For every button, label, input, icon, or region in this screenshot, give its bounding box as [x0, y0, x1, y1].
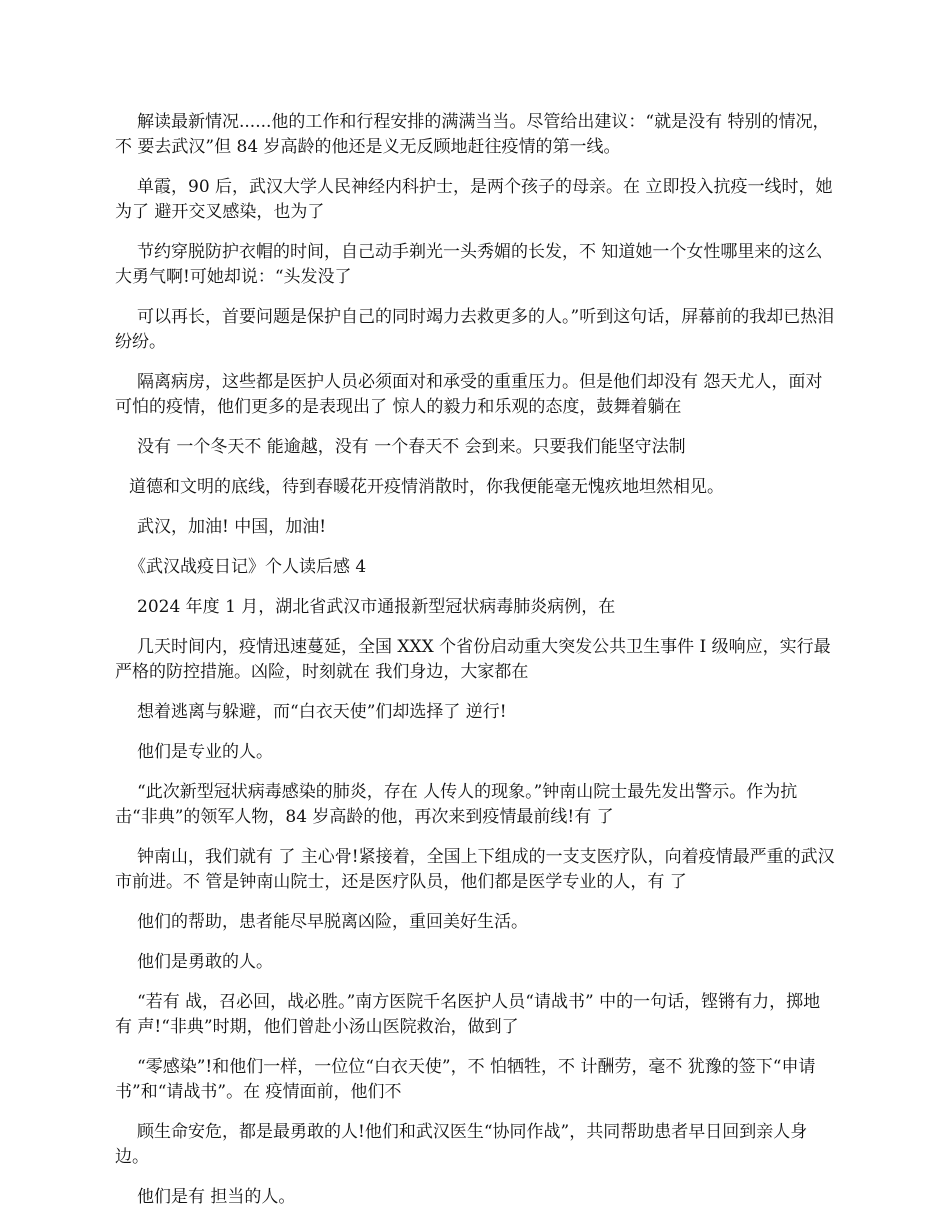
- paragraph: 隔离病房，这些都是医护人员必须面对和承受的重重压力。但是他们却没有 怨天尤人，面对可怕的疫情，他们更多的是表现出了 惊人的毅力和乐观的态度，鼓舞着躺在: [115, 372, 823, 417]
- paragraph: 可以再长，首要问题是保护自己的同时竭力去救更多的人。”听到这句话，屏幕前的我却已热泪纷纷。: [115, 307, 835, 352]
- paragraph: 顾生命安危，都是最勇敢的人!他们和武汉医生“协同作战”，共同帮助患者早日回到亲人身边。: [115, 1122, 808, 1167]
- paragraph: 他们的帮助，患者能尽早脱离凶险，重回美好生活。: [137, 912, 528, 932]
- paragraph: 想着逃离与躲避，而“白衣天使”们却选择了 逆行!: [137, 702, 507, 722]
- paragraph: “若有 战，召必回，战必胜。”南方医院千名医护人员“请战书” 中的一句话，铿锵有力，掷地有 声!“非典”时期，他们曾赴小汤山医院救治，做到了: [115, 992, 821, 1037]
- paragraph: “此次新型冠状病毒感染的肺炎，存在 人传人的现象。”钟南山院士最先发出警示。作为抗击“非典”的领军人物，84 岁高龄的他，再次来到疫情最前线!有 了: [115, 782, 798, 827]
- paragraph: 几天时间内，疫情迅速蔓延，全国 XXX 个省份启动重大突发公共卫生事件 I 级响应，实行最严格的防控措施。凶险，时刻就在 我们身边，大家都在: [115, 637, 831, 682]
- paragraph: 解读最新情况......他的工作和行程安排的满满当当。尽管给出建议：“就是没有 特别的情况，不 要去武汉”但 84 岁高龄的他还是义无反顾地赶往疫情的第一线。: [115, 112, 830, 157]
- paragraph: 他们是有 担当的人。: [137, 1187, 296, 1207]
- paragraph: 他们是专业的人。: [137, 742, 273, 762]
- paragraph: 节约穿脱防护衣帽的时间，自己动手剃光一头秀媚的长发，不 知道她一个女性哪里来的这么大勇气啊!可她却说：“头发没了: [115, 242, 823, 287]
- paragraph: 钟南山，我们就有 了 主心骨!紧接着，全国上下组成的一支支医疗队，向着疫情最严重的武汉市前进。不 管是钟南山院士，还是医疗队员，他们都是医学专业的人，有 了: [115, 847, 835, 892]
- paragraph: 2024 年度 1 月，湖北省武汉市通报新型冠状病毒肺炎病例，在: [137, 597, 616, 617]
- paragraph: “零感染”!和他们一样，一位位“白衣天使”，不 怕牺牲，不 计酬劳，毫不 犹豫的签下“申请书”和“请战书”。在 疫情面前，他们不: [115, 1057, 816, 1102]
- paragraph: 道德和文明的底线，待到春暖花开疫情消散时，你我便能毫无愧疚地坦然相见。: [129, 477, 724, 497]
- paragraph: 武汉，加油! 中国，加油!: [137, 517, 327, 537]
- paragraph: 他们是勇敢的人。: [137, 952, 273, 972]
- paragraph: 单霞，90 后，武汉大学人民神经内科护士，是两个孩子的母亲。在 立即投入抗疫一线时，她为了 避开交叉感染，也为了: [115, 177, 833, 222]
- document-body: [115, 110, 835, 1225]
- paragraph: 没有 一个冬天不 能逾越，没有 一个春天不 会到来。只要我们能坚守法制: [137, 437, 686, 457]
- section-heading: 《武汉战疫日记》个人读后感 4: [129, 557, 367, 577]
